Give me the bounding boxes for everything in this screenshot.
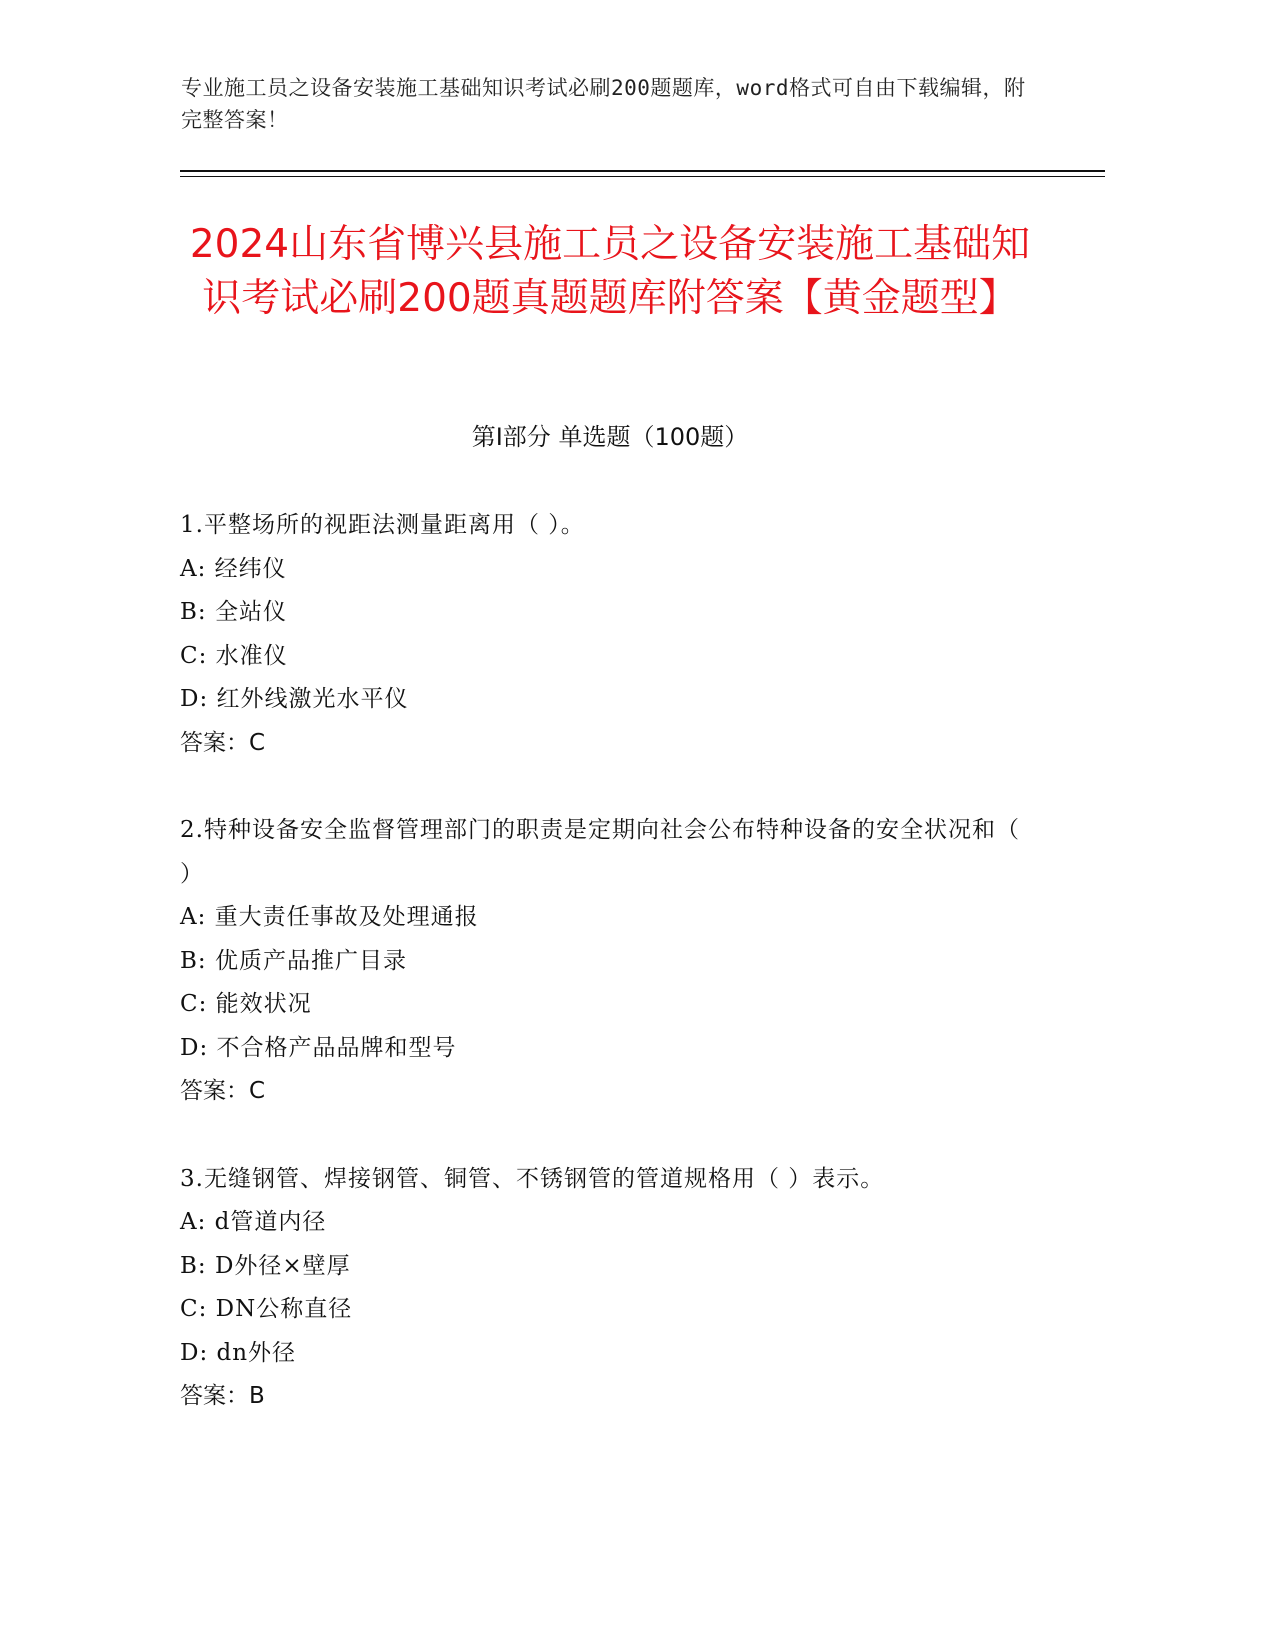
- option-b: B: 全站仪: [180, 599, 287, 625]
- answer-line: 答案：C: [180, 729, 266, 756]
- question-stem: 3.无缝钢管、焊接钢管、铜管、不锈钢管的管道规格用（ ）表示。: [180, 1165, 885, 1192]
- option-d: D: 红外线激光水平仪: [180, 686, 409, 712]
- option-d: D: 不合格产品品牌和型号: [180, 1034, 457, 1061]
- question-stem: 1.平整场所的视距法测量距离用（ ）。: [180, 512, 585, 538]
- section-heading: 第Ⅰ部分 单选题（100题）: [471, 423, 749, 451]
- header-divider: [180, 170, 1105, 172]
- document-title: 2024山东省博兴县施工员之设备安装施工基础知识考试必刷200题真题题库附答案【黄金题型】: [189, 222, 1031, 321]
- question-1: [180, 504, 1030, 765]
- option-b: B: 优质产品推广目录: [180, 947, 407, 974]
- option-c: C: DN公称直径: [180, 1296, 353, 1322]
- option-a: A: 重大责任事故及处理通报: [180, 904, 479, 930]
- option-c: C: 能效状况: [180, 991, 312, 1017]
- option-a: A: d管道内径: [180, 1209, 327, 1235]
- option-c: C: 水准仪: [180, 642, 288, 669]
- question-2: [180, 809, 1030, 1114]
- header-note: 专业施工员之设备安装施工基础知识考试必刷200题题库，word格式可自由下载编辑，附完整答案！: [181, 76, 1026, 132]
- option-b: B: D外径×壁厚: [180, 1252, 351, 1279]
- header-divider-thin: [180, 176, 1105, 177]
- question-list: [180, 504, 1030, 1463]
- option-a: A: 经纬仪: [180, 555, 287, 582]
- question-3: [180, 1158, 1030, 1419]
- question-stem: 2.特种设备安全监督管理部门的职责是定期向社会公布特种设备的安全状况和（ ）: [180, 817, 1020, 887]
- option-d: D: dn外径: [180, 1339, 297, 1366]
- answer-line: 答案：C: [180, 1078, 266, 1104]
- answer-line: 答案：B: [180, 1383, 265, 1409]
